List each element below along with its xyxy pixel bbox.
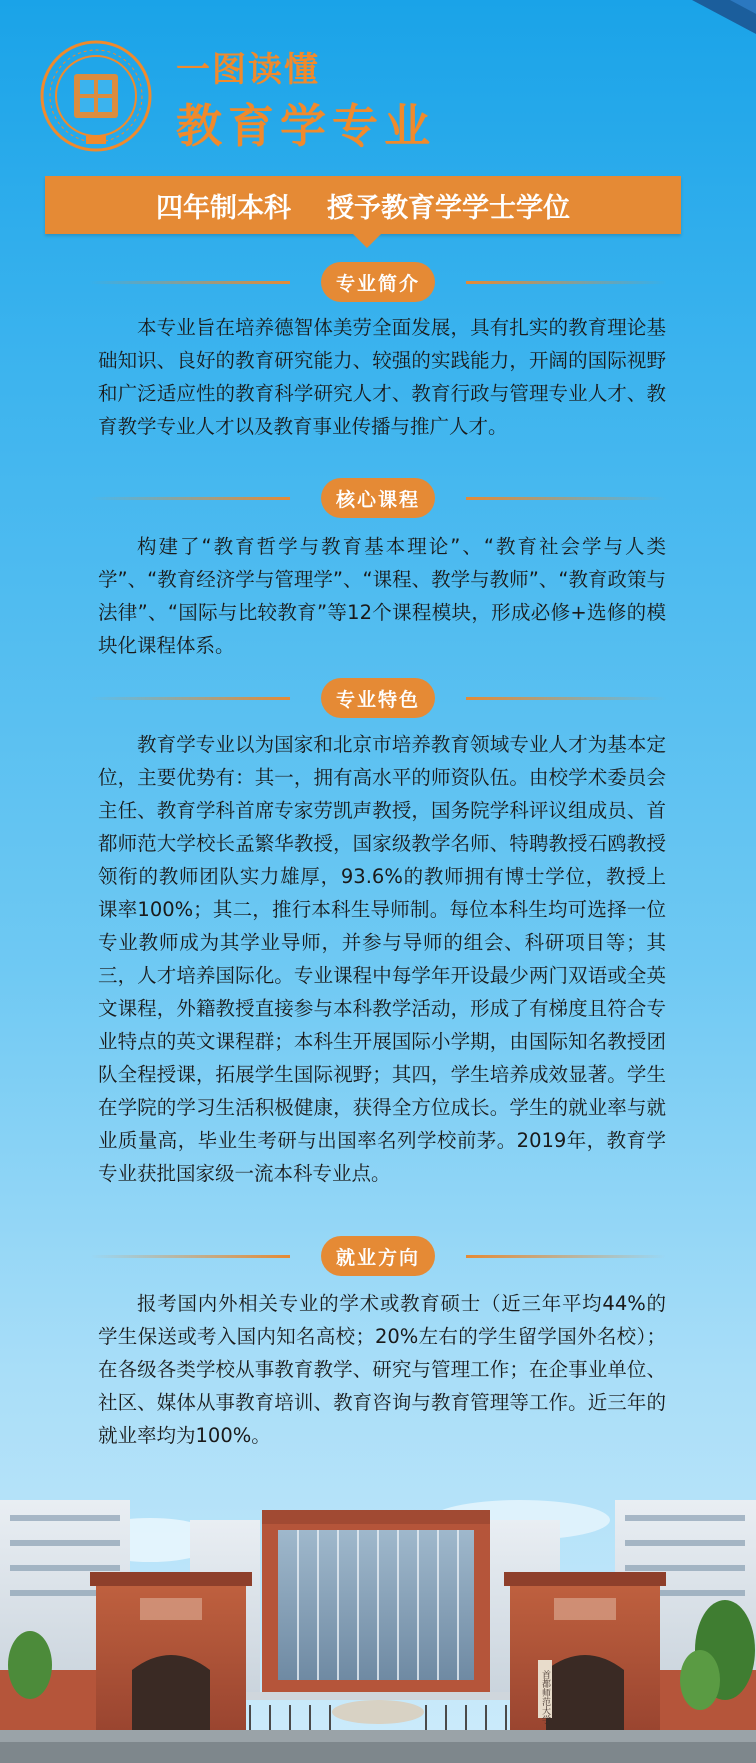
campus-gate-illustration [0,1480,756,1763]
degree-awarded: 授予教育学学士学位 [327,192,570,224]
section-header-intro [90,262,666,302]
section-header-courses [90,478,666,518]
degree-banner [45,176,681,234]
page-subtitle: 一图读懂 [176,50,320,90]
section-title: 核心课程 [321,478,435,518]
section-header-careers [90,1236,666,1276]
program-length: 四年制本科 [156,192,291,224]
section-header-features [90,678,666,718]
section-body-courses: 构建了“教育哲学与教育基本理论”、“教育社会学与人类学”、“教育经济学与管理学”、“课程、教学与教师”、“教育政策与法律”、“国际与比较教育”等12个课程模块，形成必修+选修的模块化课程体系。 [98,535,666,657]
university-seal-icon [40,40,152,152]
section-title: 就业方向 [321,1236,435,1276]
section-title: 专业简介 [321,262,435,302]
section-body-features: 教育学专业以为国家和北京市培养教育领域专业人才为基本定位，主要优势有：其一，拥有高水平的师资队伍。由校学术委员会主任、教育学科首席专家劳凯声教授，国务院学科评议组成员、首都师范大学校长孟繁华教授，国家级教学名师、特聘教授石鸥教授领衔的教师团队实力雄厚，93.6%的教师拥有博士学位，教授上课率100%；其二，推行本科生导师制。每位本科生均可选择一位专业教师成为其学业导师，并参与导师的组会、科研项目等；其三，人才培养国际化。专业课程中每学年开设最少两门双语或全英文课程，外籍教授直接参与本科教学活动，形成了有梯度且符合专业特点的英文课程群；本科生开展国际小学期，由国际知名教授团队全程授课，拓展学生国际视野；其四，学生培养成效显著。学生在学院的学习生活积极健康，获得全方位成长。学生的就业率与就业质量高，毕业生考研与出国率名列学校前茅。2019年，教育学专业获批国家级一流本科专业点。 [98,733,666,1185]
section-title: 专业特色 [321,678,435,718]
section-body-careers: 报考国内外相关专业的学术或教育硕士（近三年平均44%的学生保送或考入国内知名高校；20%左右的学生留学国外名校）；在各级各类学校从事教育教学、研究与管理工作；在企事业单位、社区、媒体从事教育培训、教育咨询与教育管理等工作。近三年的就业率均为100%。 [98,1292,666,1447]
section-body-intro: 本专业旨在培养德智体美劳全面发展，具有扎实的教育理论基础知识、良好的教育研究能力、较强的实践能力，开阔的国际视野和广泛适应性的教育科学研究人才、教育行政与管理专业人才、教育教学专业人才以及教育事业传播与推广人才。 [98,316,666,438]
corner-decoration [586,0,756,90]
page-title: 教育学专业 [176,99,436,153]
banner-pointer [353,234,381,248]
gate-plaque: 首都师范大学 [540,1670,550,1724]
